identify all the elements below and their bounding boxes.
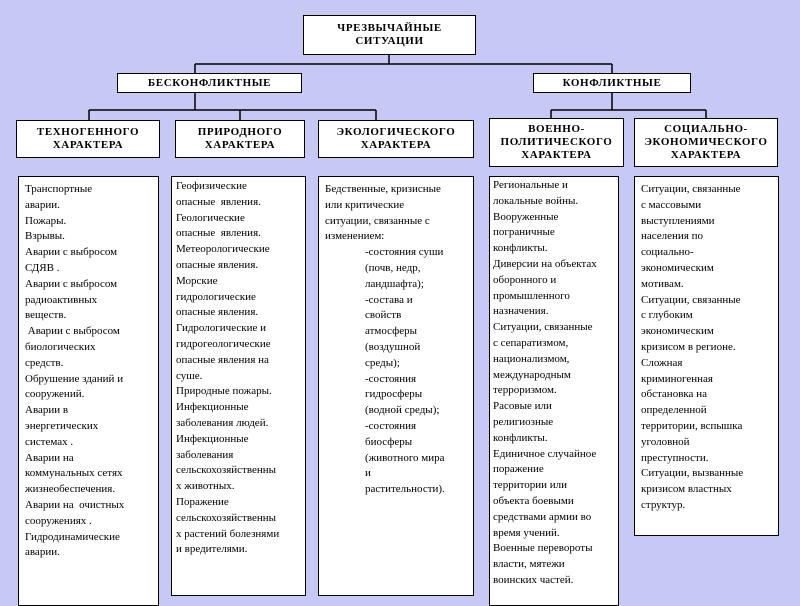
techno-line: сооружениях . bbox=[25, 514, 92, 527]
eco-item-line: (водной среды); bbox=[365, 404, 440, 417]
techno-list bbox=[25, 182, 154, 561]
techno-line: жизнеобеспечения. bbox=[25, 483, 116, 496]
eco-item-line: растительности). bbox=[365, 483, 445, 496]
natural-line: Гидрологические и bbox=[176, 322, 266, 335]
social-line: экономическим bbox=[641, 325, 714, 338]
techno-line: биологических bbox=[25, 340, 96, 353]
military-line: власти, мятежи bbox=[493, 558, 565, 571]
eco-item-line: среды); bbox=[365, 356, 400, 369]
eco-item-line: -состояния bbox=[365, 419, 417, 432]
social-line: обстановка на bbox=[641, 388, 707, 401]
eco-item-line: ландшафта); bbox=[365, 277, 424, 290]
military-line: локальные войны. bbox=[493, 194, 579, 207]
military-line: поражение bbox=[493, 463, 544, 476]
natural-line: опасные явления. bbox=[176, 306, 259, 319]
military-line: Военные перевороты bbox=[493, 542, 593, 555]
natural-line: опасные явления. bbox=[176, 258, 259, 271]
social-line: Ситуации, вызванные bbox=[641, 467, 744, 480]
category-social-line3: ХАРАКТЕРА bbox=[670, 149, 742, 161]
military-line: Диверсии на объектах bbox=[493, 257, 597, 270]
eco-item-line: (животного мира bbox=[365, 451, 445, 464]
techno-line: Обрушение зданий и bbox=[25, 372, 124, 385]
techno-line: системах . bbox=[25, 435, 74, 448]
techno-content bbox=[18, 176, 159, 606]
natural-line: и вредителями. bbox=[176, 543, 248, 556]
techno-line: Транспортные bbox=[25, 183, 93, 195]
natural-line: Инфекционные bbox=[176, 401, 249, 414]
techno-line: Аварии с выбросом bbox=[25, 277, 118, 290]
root-title-line1: ЧРЕЗВЫЧАЙНЫЕ bbox=[337, 22, 442, 34]
social-content bbox=[634, 176, 779, 536]
social-line: определенной bbox=[641, 404, 707, 417]
eco-intro-line: изменением: bbox=[325, 230, 385, 243]
category-techno-line2: ХАРАКТЕРА bbox=[52, 139, 124, 151]
military-line: время учений. bbox=[493, 526, 560, 539]
techno-line: Гидродинамические bbox=[25, 530, 120, 543]
techno-line: Аварии на очистных bbox=[25, 498, 125, 511]
natural-line: Геофизические bbox=[176, 180, 247, 192]
natural-line: опасные явления. bbox=[176, 195, 261, 208]
natural-line: гидрологические bbox=[176, 290, 256, 303]
military-line: объекта боевыми bbox=[493, 494, 574, 507]
eco-intro-line: или критические bbox=[325, 198, 405, 211]
eco-item-line: (воздушной bbox=[365, 340, 421, 353]
techno-line: сооружений. bbox=[25, 388, 85, 401]
techno-line: аварии. bbox=[25, 198, 60, 211]
category-techno bbox=[16, 120, 160, 158]
techno-line: Аварии с выбросом bbox=[25, 325, 120, 338]
eco-item-line: атмосферы bbox=[365, 325, 418, 338]
category-military-line1: ВОЕННО- bbox=[528, 123, 585, 135]
eco-item-line: -состояния bbox=[365, 372, 417, 385]
techno-line: СДЯВ . bbox=[25, 261, 60, 274]
natural-line: Геологические bbox=[176, 211, 245, 224]
social-line: с массовыми bbox=[641, 198, 702, 211]
branch-conflict bbox=[533, 73, 691, 93]
category-military bbox=[489, 118, 624, 167]
eco-item-line: -состояния суши bbox=[365, 246, 444, 259]
category-social bbox=[634, 118, 778, 167]
natural-line: Инфекционные bbox=[176, 432, 249, 445]
techno-line: Взрывы. bbox=[25, 230, 65, 243]
military-line: национализмом, bbox=[493, 352, 570, 365]
social-line: структур. bbox=[641, 498, 686, 511]
natural-line: Природные пожары. bbox=[176, 385, 272, 398]
eco-item-line: свойств bbox=[365, 309, 402, 322]
eco-intro bbox=[325, 182, 469, 245]
social-line: Ситуации, связанные bbox=[641, 183, 741, 195]
military-line: пограничные bbox=[493, 226, 555, 239]
military-line: конфликты. bbox=[493, 431, 548, 444]
social-line: с глубоким bbox=[641, 309, 693, 322]
military-line: средствами армии во bbox=[493, 510, 592, 523]
techno-line: энергетических bbox=[25, 419, 99, 432]
natural-line: гидрогеологические bbox=[176, 337, 271, 350]
category-social-line2: ЭКОНОМИЧЕСКОГО bbox=[644, 136, 768, 148]
natural-line: Морские bbox=[176, 274, 218, 287]
eco-item-line: гидросферы bbox=[365, 388, 423, 401]
military-line: Расовые или bbox=[493, 400, 552, 413]
natural-line: х животных. bbox=[176, 480, 235, 493]
category-eco-line1: ЭКОЛОГИЧЕСКОГО bbox=[336, 126, 456, 138]
techno-line: Аварии с выбросом bbox=[25, 246, 118, 259]
category-eco bbox=[318, 120, 474, 158]
natural-line: Метеорологические bbox=[176, 243, 270, 256]
natural-line: заболевания людей. bbox=[176, 416, 269, 429]
military-line: промышленного bbox=[493, 289, 570, 302]
social-line: Сложная bbox=[641, 356, 683, 369]
eco-item-line: и bbox=[365, 467, 371, 480]
natural-line: опасные явления. bbox=[176, 227, 261, 240]
eco-content bbox=[318, 176, 474, 596]
natural-line: заболевания bbox=[176, 448, 234, 461]
branch-conflict-label: КОНФЛИКТНЫЕ bbox=[562, 76, 662, 89]
social-line: преступности. bbox=[641, 451, 709, 464]
techno-line: Аварии на bbox=[25, 451, 74, 464]
military-line: с сепаратизмом, bbox=[493, 336, 569, 349]
social-line: уголовной bbox=[641, 435, 690, 448]
social-line: населения по bbox=[641, 230, 704, 243]
natural-line: сельскохозяйственны bbox=[176, 464, 277, 477]
military-line: назначения. bbox=[493, 305, 549, 318]
techno-line: аварии. bbox=[25, 546, 60, 559]
military-content bbox=[489, 176, 619, 606]
military-line: международным bbox=[493, 368, 571, 381]
social-line: социально- bbox=[641, 246, 694, 259]
techno-line: коммунальных сетях bbox=[25, 467, 123, 480]
category-social-line1: СОЦИАЛЬНО- bbox=[664, 123, 748, 135]
social-line: экономическим bbox=[641, 261, 714, 274]
natural-line: х растений болезнями bbox=[176, 527, 280, 540]
category-military-line3: ХАРАКТЕРА bbox=[521, 149, 592, 161]
eco-list bbox=[325, 245, 469, 498]
techno-line: радиоактивных bbox=[25, 293, 98, 306]
techno-line: средств. bbox=[25, 356, 64, 369]
category-techno-line1: ТЕХНОГЕННОГО bbox=[36, 126, 140, 138]
techno-line: веществ. bbox=[25, 309, 67, 322]
category-natural-line2: ХАРАКТЕРА bbox=[204, 139, 276, 151]
social-line: мотивам. bbox=[641, 277, 684, 290]
branch-nonconflict-label: БЕСКОНФЛИКТНЫЕ bbox=[147, 76, 272, 89]
category-natural bbox=[175, 120, 305, 158]
techno-line: Аварии в bbox=[25, 404, 69, 417]
military-line: терроризмом. bbox=[493, 384, 557, 397]
military-line: конфликты. bbox=[493, 242, 548, 255]
natural-line: Поражение bbox=[176, 495, 229, 508]
military-line: Ситуации, связанные bbox=[493, 321, 593, 334]
social-line: выступлениями bbox=[641, 214, 715, 227]
category-eco-line2: ХАРАКТЕРА bbox=[360, 139, 432, 151]
natural-content bbox=[171, 176, 306, 596]
eco-item-line: биосферы bbox=[365, 435, 413, 448]
social-line: Ситуации, связанные bbox=[641, 293, 741, 306]
military-line: Единичное случайное bbox=[493, 447, 597, 460]
military-line: Вооруженные bbox=[493, 210, 559, 223]
social-line: территории, вспышка bbox=[641, 419, 743, 432]
military-list bbox=[493, 178, 614, 589]
natural-line: сельскохозяйственны bbox=[176, 511, 277, 524]
military-line: оборонного и bbox=[493, 273, 557, 286]
social-line: кризисом властных bbox=[641, 483, 732, 496]
eco-item-line: -состава и bbox=[365, 293, 413, 306]
eco-item-line: (почв, недр, bbox=[365, 261, 421, 274]
category-military-line2: ПОЛИТИЧЕСКОГО bbox=[500, 136, 613, 148]
social-line: криминогенная bbox=[641, 372, 713, 385]
social-line: кризисом в регионе. bbox=[641, 340, 736, 353]
military-line: воинских частей. bbox=[493, 573, 574, 586]
military-line: религиозные bbox=[493, 415, 554, 428]
techno-line: Пожары. bbox=[25, 214, 67, 227]
root-title-line2: СИТУАЦИИ bbox=[355, 35, 424, 47]
military-line: территории или bbox=[493, 479, 568, 492]
root-node bbox=[303, 15, 476, 55]
military-line: Региональные и bbox=[493, 179, 568, 191]
natural-line: опасные явления на bbox=[176, 353, 269, 366]
category-natural-line1: ПРИРОДНОГО bbox=[197, 126, 283, 138]
natural-list bbox=[176, 179, 301, 558]
branch-nonconflict bbox=[117, 73, 302, 93]
natural-line: суше. bbox=[176, 369, 203, 382]
eco-intro-line: Бедственные, кризисные bbox=[325, 183, 441, 195]
eco-intro-line: ситуации, связанные с bbox=[325, 214, 430, 227]
social-list bbox=[641, 182, 774, 514]
